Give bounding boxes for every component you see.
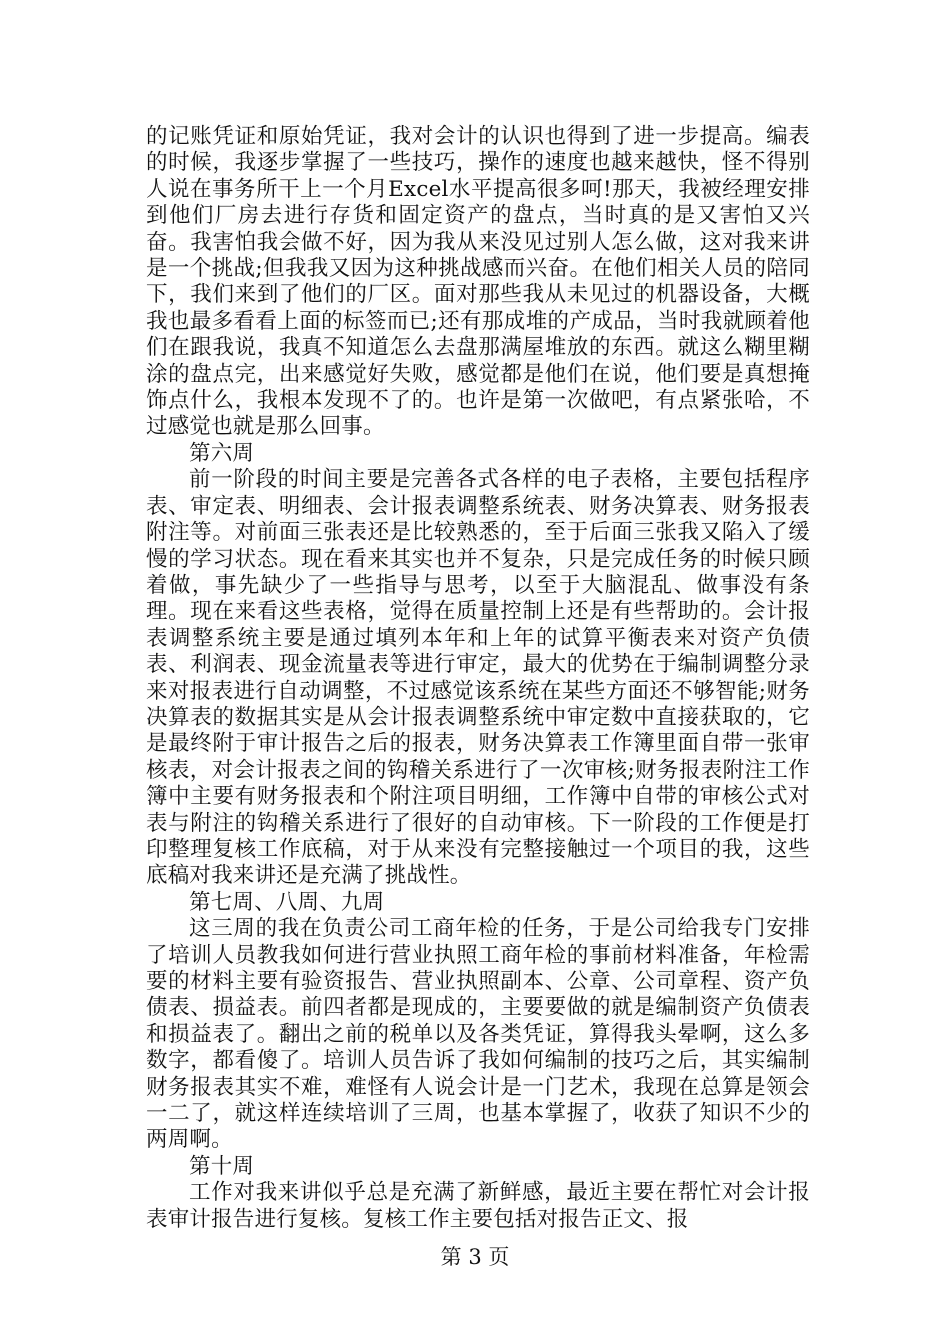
paragraph-week-6: 前一阶段的时间主要是完善各式各样的电子表格，主要包括程序表、审定表、明细表、会计报表调整系统表、财务决算表、财务报表附注等。对前面三张表还是比较熟悉的，至于后面三张我又陷入了缓慢的学习状态。现在看来其实也并不复杂，只是完成任务的时候只顾着做，事先缺少了一些指导与思考，以至于大脑混乱、做事没有条理。现在来看这些表格，觉得在质量控制上还是有些帮助的。会计报表调整系统主要是通过填列本年和上年的试算平衡表来对资产负债表、利润表、现金流量表等进行审定，最大的优势在于编制调整分录来对报表进行自动调整，不过感觉该系统在某些方面还不够智能;财务决算表的数据其实是从会计报表调整系统中审定数中直接获取的，它是最终附于审计报告之后的报表，财务决算表工作簿里面自带一张审核表，对会计报表之间的钩稽关系进行了一次审核;财务报表附注工作簿中主要有财务报表和个附注项目明细，工作簿中自带的审核公式对表与附注的钩稽关系进行了很好的自动审核。下一阶段的工作便是打印整理复核工作底稿，对于从来没有完整接触过一个项目的我，这些底稿对我来讲还是充满了挑战性。 (146, 467, 810, 889)
page-number: 第 3 页 (440, 1245, 510, 1269)
section-heading-week-10: 第十周 (189, 1153, 255, 1179)
paragraph-week-10: 工作对我来讲似乎总是充满了新鲜感，最近主要在帮忙对会计报表审计报告进行复核。复核工作主要包括对报告正文、报 (146, 1180, 810, 1232)
paragraph-week-7-9: 这三周的我在负责公司工商年检的任务，于是公司给我专门安排了培训人员教我如何进行营业执照工商年检的事前材料准备，年检需要的材料主要有验资报告、营业执照副本、公章、公司章程、资产负债表、损益表。前四者都是现成的，主要要做的就是编制资产负债表和损益表了。翻出之前的税单以及各类凭证，算得我头晕啊，这么多数字，都看傻了。培训人员告诉了我如何编制的技巧之后，其实编制财务报表其实不难，难怪有人说会计是一门艺术，我现在总算是领会一二了，就这样连续培训了三周，也基本掌握了，收获了知识不少的两周啊。 (146, 916, 810, 1153)
paragraph-continuation: 的记账凭证和原始凭证，我对会计的认识也得到了进一步提高。编表的时候，我逐步掌握了一些技巧，操作的速度也越来越快，怪不得别人说在事务所干上一个月Excel水平提高很多呵!那天，我被经理安排到他们厂房去进行存货和固定资产的盘点，当时真的是又害怕又兴奋。我害怕我会做不好，因为我从来没见过别人怎么做，这对我来讲是一个挑战;但我我又因为这种挑战感而兴奋。在他们相关人员的陪同下，我们来到了他们的厂区。面对那些我从未见过的机器设备，大概我也最多看看上面的标签而已;还有那成堆的产成品，当时我就顾着他们在跟我说，我真不知道怎么去盘那满屋堆放的东西。就这么糊里糊涂的盘点完，出来感觉好失败，感觉都是他们在说，他们要是真想掩饰点什么，我根本发现不了的。也许是第一次做吧，有点紧张哈，不过感觉也就是那么回事。 (146, 124, 810, 440)
section-heading-week-7-9: 第七周、八周、九周 (189, 889, 385, 915)
document-body (146, 124, 810, 1233)
section-heading-week-6: 第六周 (189, 440, 255, 466)
